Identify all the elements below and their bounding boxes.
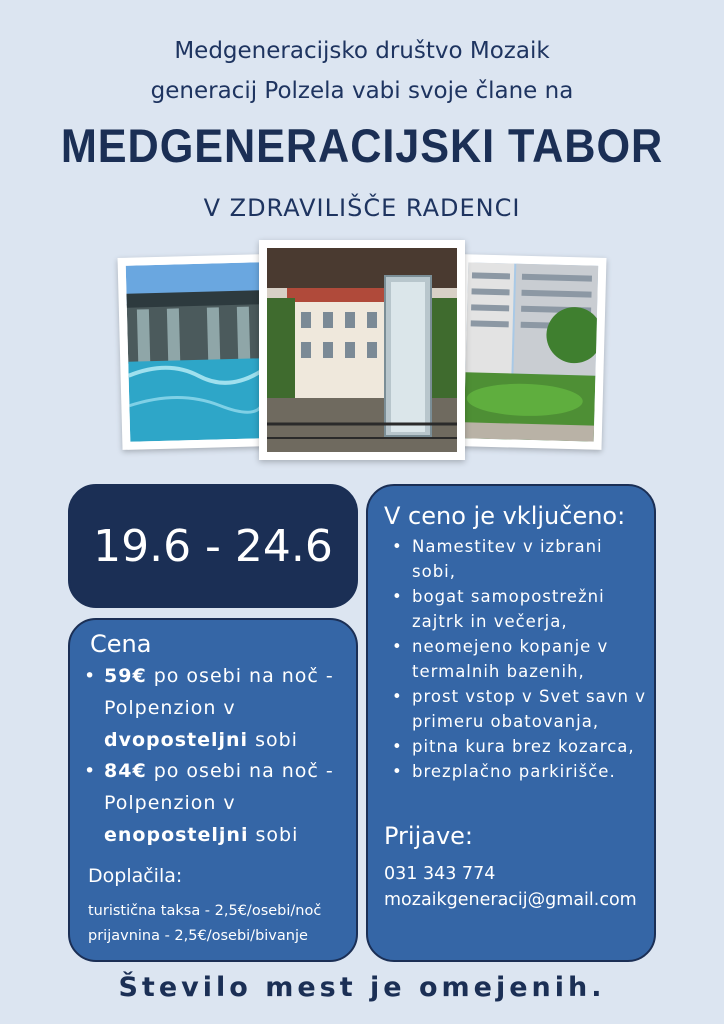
event-dates: 19.6 - 24.6 [93, 520, 333, 572]
room-type: enoposteljni [104, 824, 249, 846]
photo-hotel-garden [456, 254, 607, 450]
extra-registration-fee: prijavnina - 2,5€/osebi/bivanje [88, 928, 308, 944]
included-heading: V ceno je vključeno: [384, 502, 626, 530]
price-heading: Cena [90, 630, 152, 658]
list-item: • bogat samopostrežni zajtrk in večerja, [390, 584, 652, 634]
list-item: • prost vstop v Svet savn v primeru obatovanja, [390, 684, 652, 734]
room-suffix: sobi [248, 824, 299, 846]
event-location: V ZDRAVILIŠČE RADENCI [203, 194, 521, 222]
price-board: Polpenzion v [104, 792, 236, 814]
list-item: • Namestitev v izbrani sobi, [390, 534, 652, 584]
event-dates-box [68, 484, 358, 608]
photo-thermal-pool [118, 254, 273, 450]
price-board: Polpenzion v [104, 697, 236, 719]
price-text: po osebi na noč - [146, 665, 334, 687]
list-item: • brezplačno parkirišče. [390, 759, 652, 784]
price-box [68, 618, 358, 962]
contact-phone[interactable]: 031 343 774 [384, 864, 496, 884]
price-text: po osebi na noč - [146, 760, 334, 782]
intro-line-1: Medgeneracijsko društvo Mozaik [174, 38, 550, 64]
included-box [366, 484, 656, 962]
signup-heading: Prijave: [384, 822, 474, 850]
bullet-icon: • [84, 665, 97, 687]
price-item-single [84, 755, 334, 851]
room-type: dvoposteljni [104, 729, 249, 751]
extras-heading: Doplačila: [88, 865, 183, 887]
extra-tourist-tax: turistična taksa - 2,5€/osebi/noč [88, 903, 322, 919]
price-amount: 59€ [104, 665, 147, 687]
bullet-icon: • [84, 760, 97, 782]
price-item-double [84, 660, 334, 756]
contact-email[interactable]: mozaikgeneracij@gmail.com [384, 890, 637, 910]
room-suffix: sobi [248, 729, 298, 751]
included-list [390, 534, 652, 784]
list-item: • neomejeno kopanje v termalnih bazenih, [390, 634, 652, 684]
intro-line-2: generacij Polzela vabi svoje člane na [150, 78, 574, 104]
price-amount: 84€ [104, 760, 147, 782]
list-item: • pitna kura brez kozarca, [390, 734, 652, 759]
footer-note: Število mest je omejenih. [118, 972, 606, 1003]
photo-drinking-fountain [259, 240, 465, 460]
event-title: MEDGENERACIJSKI TABOR [60, 119, 664, 172]
